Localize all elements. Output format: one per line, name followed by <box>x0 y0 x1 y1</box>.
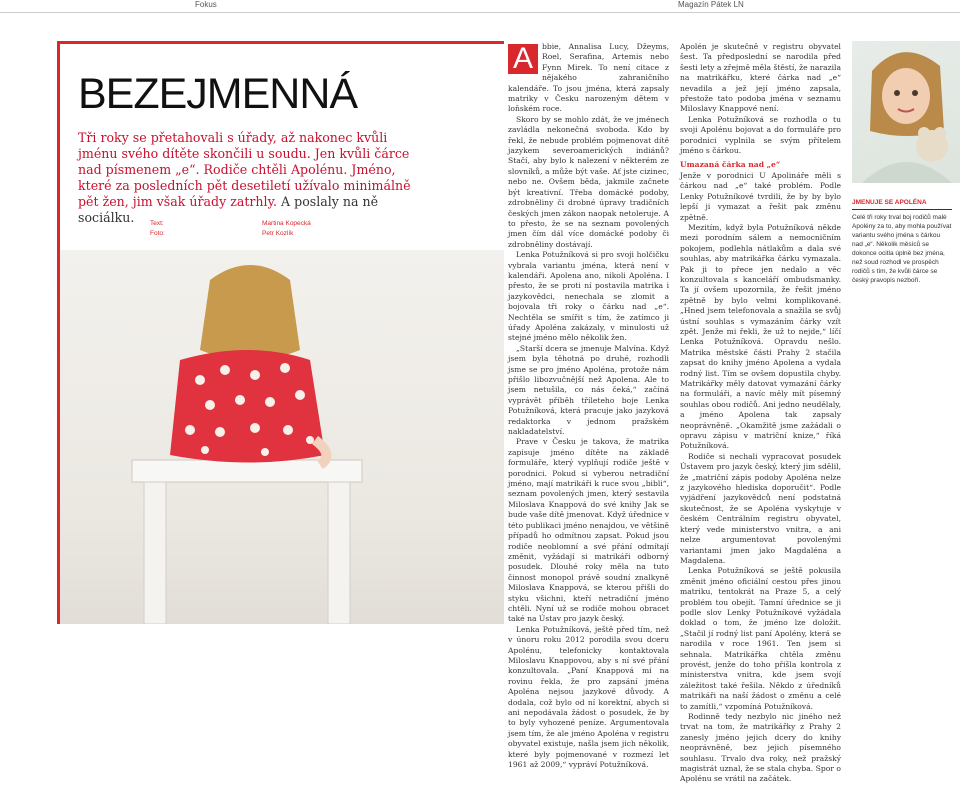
article-column-1 <box>508 42 669 770</box>
paragraph: Mezitím, když byla Potužníková někde mezi porodním sálem a nemocničním pokojem, podlehla nátlakům a dala své souhlas, aby matrikářka čárku vymazala. Pak ji to přece jen nedalo a věc konzultovala s kanceláří ombudsmanky. Ta jí ovšem upozornila, že řešit jméno zpětně by bylo velmi komplikované. „Hned jsem telefonovala a snažila se svůj ústní souhlas s vymazáním čárky vzít zpět. Jenže mi řekli, že už to nejde,“ líčí Lenka Potužníková. Opravdu nešlo. Matrika městské části Prahy 2 stačila zapsat do knihy jméno Apolena a vydala rodný list. Tím se ovšem dopustila chyby. Matrikářky měly datovat vymazání čárky na formuláři, a navíc měly mít písemný souhlas obou rodičů. Ani jedno neudělaly, a jméno Apolena tak zapsaly neoprávněně. „Okamžitě jsme zažádali o opravu zápisu v matriční knize,“ říká Potužníková. <box>680 222 841 451</box>
paragraph: Lenka Potužníková, ještě před tím, než v únoru roku 2012 porodila svou dceru Apolénu, telefonicky kontaktovala Miloslavu Knappovou, aby s ní své přání konzultovala. „Paní Knappová mi na rovinu řekla, že pro zapsání jména Apoléna nejsou jazykové důvody. A dodala, což bylo od ní korektní, abych si ani nepodávala žádost o posudek, že by to byly vyhozené peníze. Argumentovala jsem tím, že ale jméno Apoléna v registru obyvatel existuje, našla jsem jich několik, které byly pojmenované v rozmezí let 1961 až 2009,“ vypráví Potužníková. <box>508 624 669 770</box>
section-label: Fokus <box>195 0 217 9</box>
paragraph: Lenka Potužníková se rozhodla o tu svoji Apolénu bojovat a do formuláře pro porodnici vyplnila se svým přítelem jméno s čárkou. <box>680 114 841 156</box>
article-title: BEZEJMENNÁ <box>78 70 358 118</box>
paragraph: „Starší dcera se jmenuje Malvína. Když jsem byla těhotná po druhé, rozhodli jsme se pro jméno Apoléna, protože nám přišlo libozvučnější než Apolena. Ale to jsem netušila, co nás čeká,“ začíná vyprávět příběh tříleteho boje Lenka Potužníková, která pracuje jako jazyková redaktorka v jednom pražském nakladatelství. <box>508 343 669 437</box>
paragraph: Prave v Česku je takova, že matrika zapisuje jméno dítěte na základě formuláře, který vyplňují rodiče ještě v porodnici. Pokud si vyberou netradiční jméno, mají matrikáři k ruce svou „bibli“, seznam povolených jmen, který sestavila Miloslava Knappová do své knihy Jak se bude vaše dítě jmenovat. Když úřednice v této publikaci jméno nenajdou, ve většině případů ho odmítnou zapsat. Pokud jsou rodiče neoblomní a své přání odmítají změnit, vyžádají si matrikáři odborný posudek. Dlouhé roky měla na tuto činnost monopol právě soudní znalkyně Miloslava Knappová, se kterou přišli do styku všichni, kteří netradiční jméno chtěli. Nyní už se rodiče mohou obracet také na Ústav pro jazyk český. <box>508 437 669 624</box>
credit-labels: Text: Foto: <box>150 220 165 237</box>
magazine-label: Magazín Pátek LN <box>678 0 744 9</box>
drop-cap: A <box>508 44 538 74</box>
article-lead: Tři roky se přetahovali s úřady, až nakonec kvůli jménu svého dítěte skončili u soudu. Jen kvůli čárce nad písmenem „e“. Rodiče chtěli Apolénu. Jméno, které za posledních pět desetiletí užívalo minimálně pět žen, jim však úřady zatrhly. A poslaly na ně sociálku. <box>78 130 411 225</box>
subheading: Umazaná čárka nad „e“ <box>680 160 781 170</box>
paragraph: Jenže v porodnici U Apolináře měli s čárkou nad „e“ také problém. Podle Lenky Potužníkové tvrdili, že by by bylo lepší ji vymazat a řešit pak změnu zpětně. <box>680 170 841 222</box>
red-title-frame <box>57 41 504 624</box>
caption-text: Celé tři roky trval boj rodičů malé Apolény za to, aby mohla používat variantu svého jména s čárkou nad „e“. Několik měsíců se dokonce ocitla úplně bez jména, než soud rozhodl ve prospěch rodičů s tím, že kvůli čárce se český pravopis nezboří. <box>852 214 952 284</box>
paragraph: Lenka Potužníková si pro svoji holčičku vybrala variantu jména, která není v kalendáři. Apolena ano, nikoli Apoléna. I přesto, že se proti ní postavila matrika i jazykovědci, nenechala se zlomit a bojovala tři roky o čárku nad „e“. Nechtěla se smířit s tím, že zatímco ji úřady Apoléna zakázaly, v minulosti už stejné jméno mělo několik žen. <box>508 250 669 343</box>
article-column-2 <box>680 42 841 785</box>
paragraph: Lenka Potužníková se ještě pokusila změnit jméno oficiální cestou přes jinou matriku, tentokrát na Praze 5, a celý problém tou obejít. Tamní úřednice se ji podle slov Lenky Potužníkové vyžádala doklad o tom, že jméno lze doložit. „Stačil jí rodný list paní Apolény, která se narodila v roce 1961. Ten jsem si sehnala. Matrikářka chtěla změnu provést, jenže do toho přišla kontrola z ministerstva vnitra, kde jsem svojí záležitost také řešila. Někdo z úředníků matrikáři na naší žádost o změnu a celé to zamítli,“ vzpomíná Potužníková. <box>680 566 841 711</box>
paragraph: Apolén je skutečně v registru obyvatel šest. Ta předposlední se narodila před šesti lety a zřejmě měla štěstí, že narazila na matrikářku, které čárka nad „e“ nevadila a jež její jméno zapsala, přestože tato podoba jména v seznamu Miloslavy Knappové není. <box>680 42 841 114</box>
paragraph: Rodiče si nechali vypracovat posudek Ústavem pro jazyk český, který jim sdělil, že „matriční zápis podoby Apoléna nelze z jazykového hlediska doporučit“. Podle vyjádření jazykovědců není podstatná skutečnost, že se Apoléna vyskytuje v českém Centrálním registru obyvatel, který vede ministerstvo vnitra, a ani nelze argumentovat povolenými variantami jmen jako Magdaléna a Magdalena. <box>680 451 841 565</box>
paragraph: Rodinně tedy nezbylo nic jiného než trvat na tom, že matrikářky z Prahy 2 zanesly jméno jejich dcery do knihy neoprávněně, bez jejich písemného souhlasu. Trvalo dva roky, než pražský magistrát uznal, že se stala chyba. Spor o Apolénu se vrátil na začátek. <box>680 712 841 784</box>
girl-with-toy-illustration <box>852 41 960 183</box>
credit-values: Martina Kopecká Petr Kozlík <box>262 220 311 237</box>
paragraph: Skoro by se mohlo zdát, že ve jménech zavládla nekonečná svoboda. Kdo by řekl, že nebude problém pojmenovat dítě jazykem severoamerických indiánů? Stačí, aby bylo k nalezení v některém ze slovníků, a může být vaše. Ať jste cizinec, nebo ne. Ovšem běda, jakmile začnete být kreativní. Třeba domácké podoby, zdrobněliny či drobné úpravy tradičních českých jmen zákon naopak netoleruje. A to přesto, že se na seznam povolených jmen čím dál více domácké podoby či zdrobněliny dostávají. <box>508 114 669 249</box>
caption-title: JMENUJE SE APOLÉNA <box>852 198 952 210</box>
girl-photo <box>852 41 960 183</box>
photo-caption-box <box>852 198 952 285</box>
header-rule <box>0 12 960 13</box>
paragraph: bbie, Annalisa Lucy, Džeyms, Roel, Serafina, Artemis nebo Fynn Mirek. To není citace z nějakého zahraničního kalendáře. To jsou jména, která zapsaly matriky v Česku narozeným dětem v loňském roce. <box>508 42 669 114</box>
